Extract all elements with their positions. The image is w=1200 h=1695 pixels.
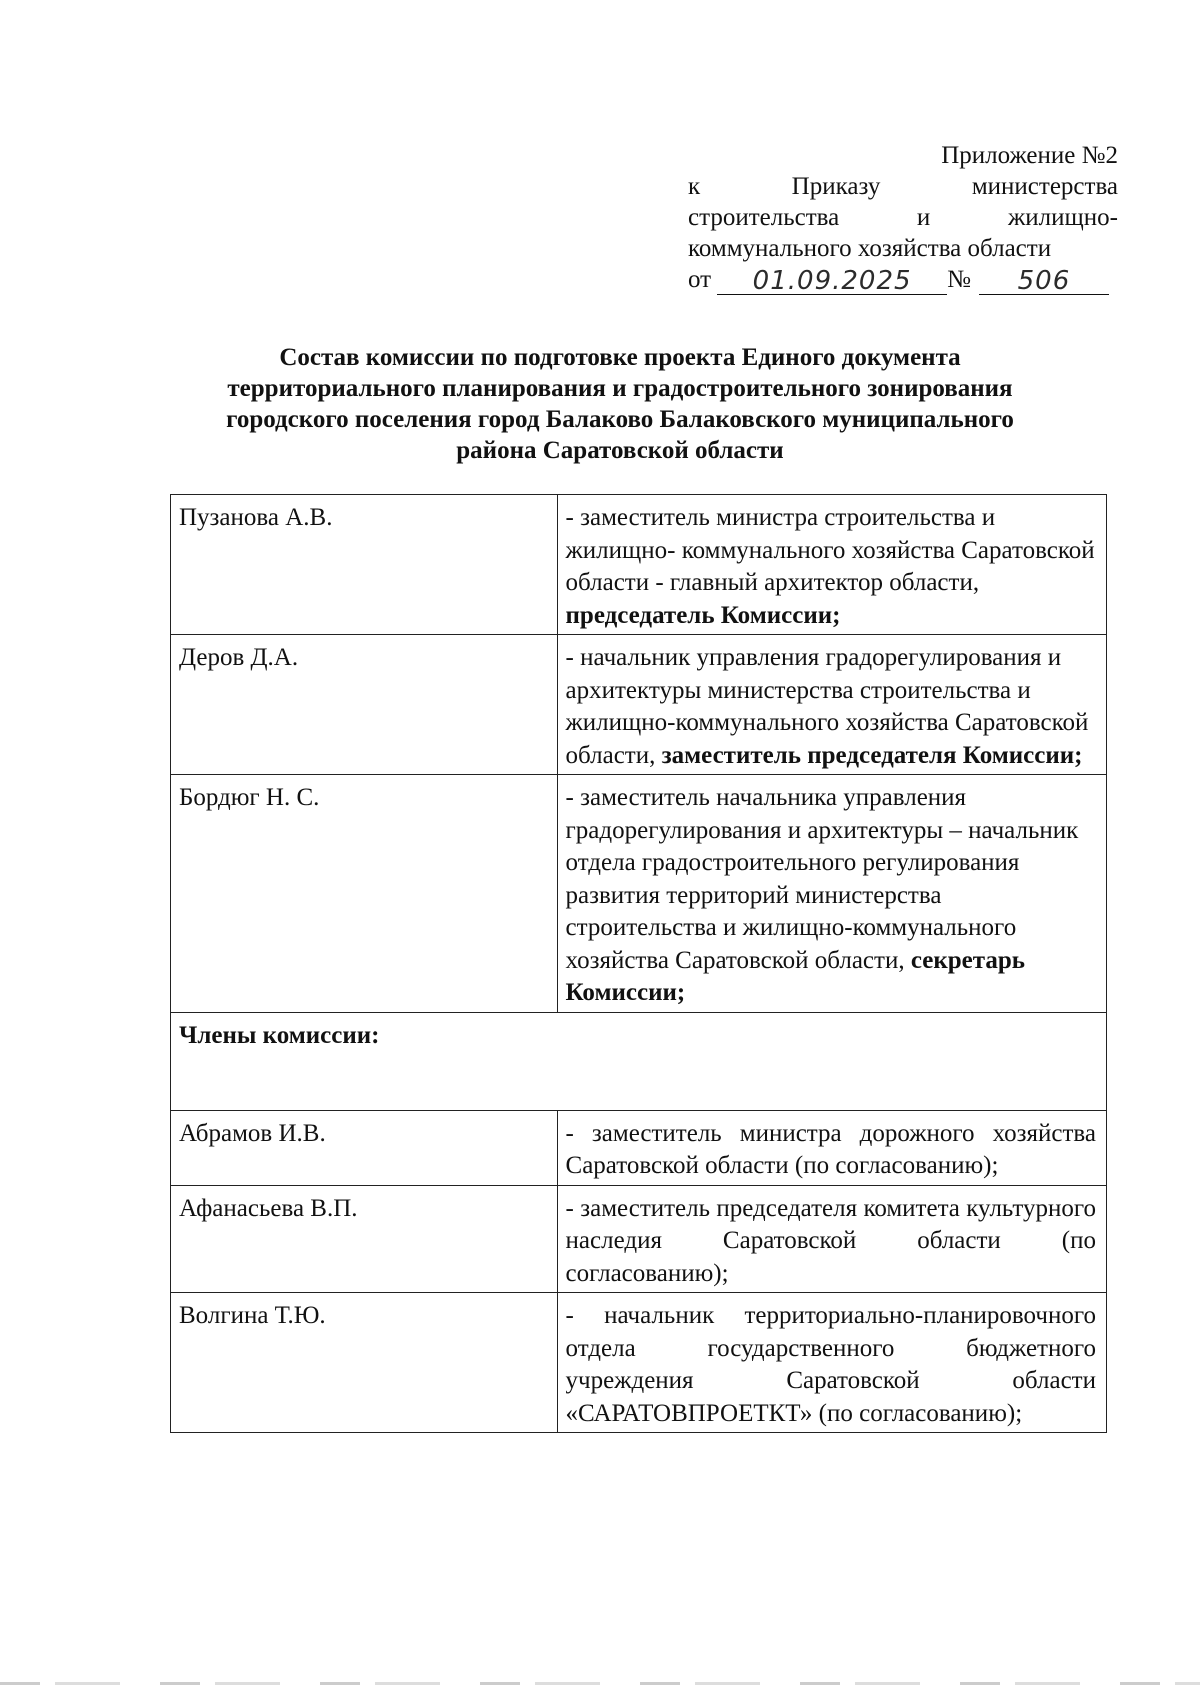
order-word: к — [688, 173, 701, 200]
title-line: городского поселения город Балаково Балаковского муниципального — [226, 406, 1014, 433]
order-word: и — [916, 204, 931, 231]
member-role — [557, 495, 1106, 635]
role-text: - начальник управления градорегулирования и архитектуры министерства строительства и жилищно-коммунального хозяйства Саратовской области, — [565, 644, 1089, 769]
member-name: Абрамов И.В. — [171, 1110, 558, 1185]
title-line: Состав комиссии по подготовке проекта Единого документа — [279, 344, 961, 371]
role-title: председатель Комиссии; — [565, 601, 841, 629]
table-row — [171, 495, 1107, 635]
order-word: жилищно- — [1008, 204, 1118, 231]
order-reference-line-3: коммунального хозяйства области — [688, 235, 1052, 262]
handwritten-number: 506 — [979, 267, 1109, 295]
table-row — [171, 1293, 1107, 1433]
table-row — [171, 1110, 1107, 1185]
order-reference-line-2 — [688, 202, 1118, 233]
member-name: Волгина Т.Ю. — [171, 1293, 558, 1433]
member-role: - заместитель министра дорожного хозяйства Саратовской области (по согласованию); — [557, 1110, 1106, 1185]
member-name: Пузанова А.В. — [171, 495, 558, 635]
role-text: - заместитель начальника управления градорегулирования и архитектуры – начальник отдела градостроительного регулирования развития территорий министерства строительства и жилищно-коммунального хозяйства Саратовской области, — [565, 784, 1079, 974]
title-line: района Саратовской области — [456, 437, 784, 464]
commission-table — [170, 494, 1107, 1433]
table-row — [171, 1185, 1107, 1293]
order-word: Приказу — [791, 173, 881, 200]
member-name: Бордюг Н. С. — [171, 775, 558, 1013]
member-name: Деров Д.А. — [171, 635, 558, 775]
order-word: министерства — [971, 173, 1119, 200]
date-number-line — [688, 264, 1118, 295]
member-name: Афанасьева В.П. — [171, 1185, 558, 1293]
scan-artifact — [0, 1682, 1200, 1685]
number-prefix: № — [947, 266, 971, 293]
role-text: - заместитель министра строительства и жилищно- коммунального хозяйства Саратовской области - главный архитектор области, — [565, 504, 1095, 596]
members-heading-row — [171, 1012, 1107, 1110]
title-line: территориального планирования и градостроительного зонирования — [227, 375, 1013, 402]
order-word: строительства — [688, 204, 840, 231]
members-heading: Члены комиссии: — [171, 1012, 1107, 1110]
table-row — [171, 635, 1107, 775]
member-role: - заместитель председателя комитета культурного наследия Саратовской области (по согласованию); — [557, 1185, 1106, 1293]
table-row — [171, 775, 1107, 1013]
member-role: - начальник территориально-планировочного отдела государственного бюджетного учреждения Саратовской области «САРАТОВПРОЕТКТ» (по согласованию); — [557, 1293, 1106, 1433]
member-role — [557, 635, 1106, 775]
role-title: заместитель председателя Комиссии; — [661, 741, 1083, 769]
handwritten-date: 01.09.2025 — [717, 267, 947, 295]
appendix-header — [688, 140, 1118, 295]
date-prefix: от — [688, 266, 712, 293]
role-title: секретарь Комиссии; — [565, 946, 1025, 1006]
order-reference-line-1 — [688, 171, 1118, 202]
document-title — [160, 342, 1080, 466]
appendix-label: Приложение №2 — [941, 142, 1118, 169]
member-role — [557, 775, 1106, 1013]
